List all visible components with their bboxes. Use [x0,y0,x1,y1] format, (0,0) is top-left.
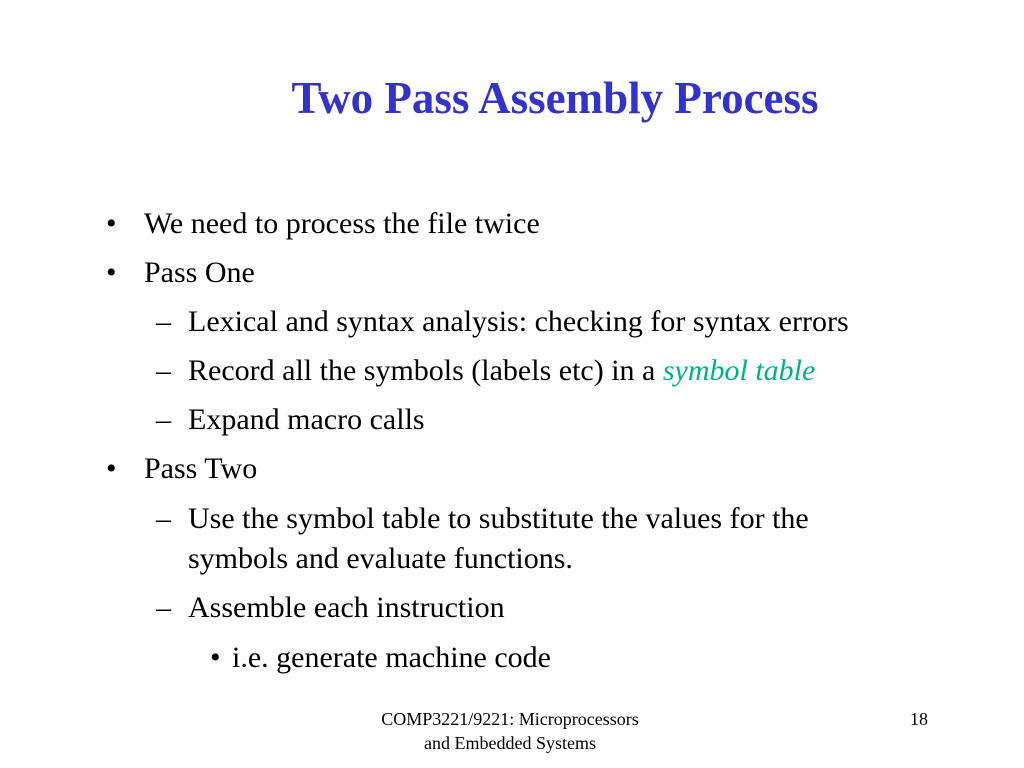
symbol-table-emphasis: symbol table [662,354,816,387]
bullet-pass-one: Pass One [144,256,255,289]
bullet-marker: • [106,452,117,485]
dash-marker: – [156,591,171,624]
bullet-pass-two: Pass Two [144,452,258,485]
record-symbols-text: Record all the symbols (labels etc) in a [188,354,663,387]
subbullet-expand-macros: Expand macro calls [188,403,425,436]
dash-marker: – [156,502,171,535]
subbullet-record-symbols [188,354,815,388]
course-footer [320,707,700,755]
slide-title: Two Pass Assembly Process [291,73,819,123]
bullet-process-twice: We need to process the file twice [144,207,540,240]
footer-course-line1: COMP3221/9221: Microprocessors [381,709,639,729]
subsubbullet-machine-code: i.e. generate machine code [232,641,551,674]
subbullet-use-symbol-table: Use the symbol table to substitute the values for the [188,502,809,535]
dash-marker: – [156,354,171,387]
dash-marker: – [156,305,171,338]
bullet-marker: • [210,641,221,674]
subbullet-lexical-analysis: Lexical and syntax analysis: checking for syntax errors [188,305,849,338]
bullet-marker: • [106,256,117,289]
dash-marker: – [156,403,171,436]
footer-course-line2: and Embedded Systems [424,733,596,753]
subbullet-assemble-instruction: Assemble each instruction [188,591,505,624]
subbullet-use-symbol-table-cont: symbols and evaluate functions. [188,542,573,575]
page-number: 18 [910,709,928,729]
bullet-marker: • [106,207,117,240]
